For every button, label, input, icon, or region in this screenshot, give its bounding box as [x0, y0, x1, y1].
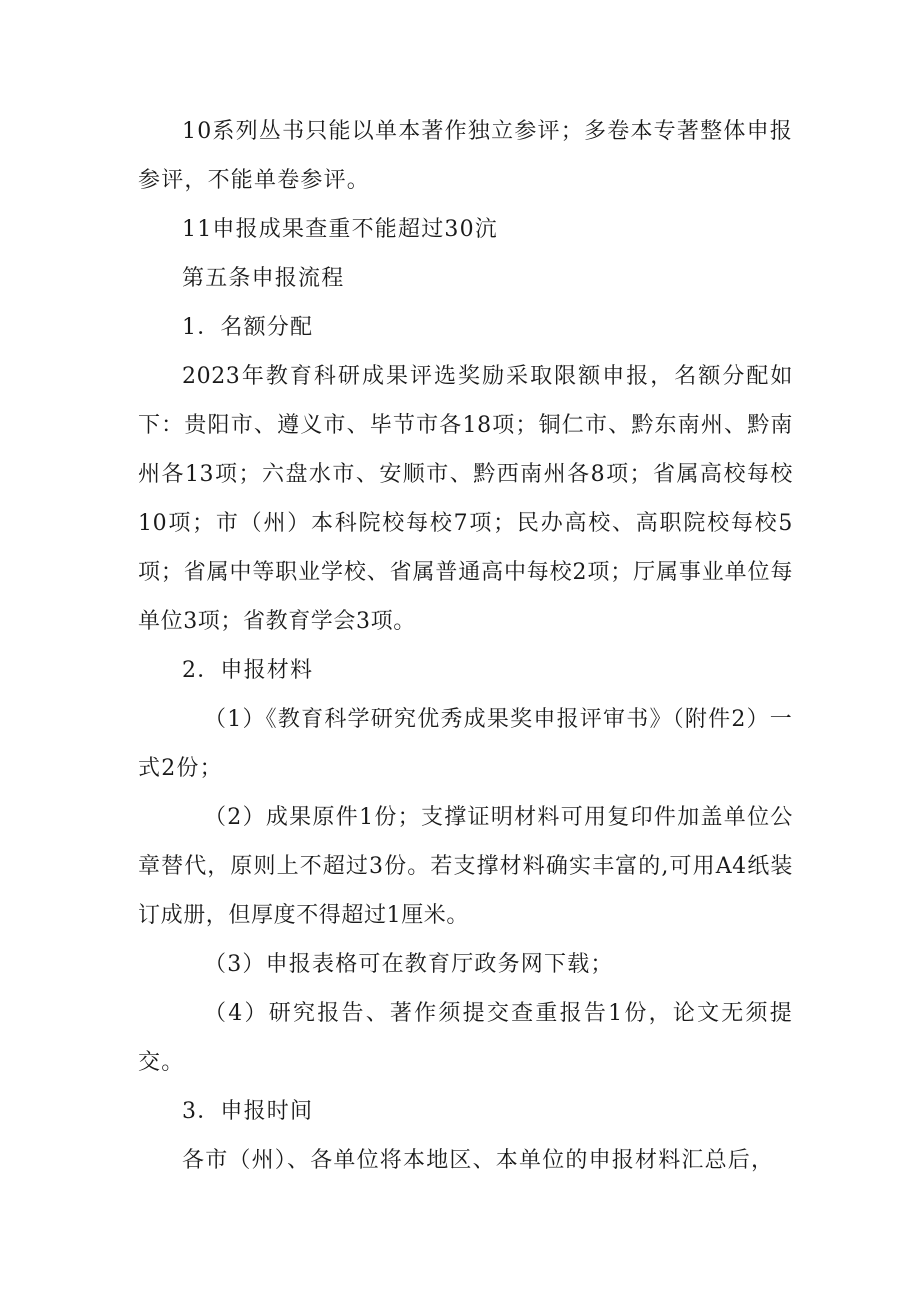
subheading-application-materials: 2．申报材料 [182, 658, 314, 683]
paragraph-series-books: 10系列丛书只能以单本著作独立参评；多卷本专著整体申报参评，不能单卷参评。 [138, 119, 793, 193]
section-heading-article-5: 第五条申报流程 [182, 266, 345, 291]
paragraph-duplicate-check: 11申报成果查重不能超过30沆 [182, 217, 498, 242]
subheading-quota-allocation: 1．名额分配 [182, 315, 314, 340]
paragraph-submission: 各市（州）、各单位将本地区、本单位的申报材料汇总后， [182, 1148, 775, 1173]
list-item-2-original-results: （2）成果原件1份；支撑证明材料可用复印件加盖单位公章替代，原则上不超过3份。若支撑材料确实丰富的,可用A4纸装订成册，但厚度不得超过1厘米。 [138, 805, 793, 928]
list-item-1-review-form: （1）《教育科学研究优秀成果奖申报评审书》（附件2）一式2份； [138, 707, 793, 781]
list-item-3-download-forms: （3）申报表格可在教育厅政务网下载； [204, 952, 614, 977]
list-item-4-duplicate-report: （4）研究报告、著作须提交查重报告1份，论文无须提交。 [138, 1001, 793, 1075]
paragraph-quota-details: 2023年教育科研成果评选奖励采取限额申报，名额分配如下：贵阳市、遵义市、毕节市各18项；铜仁市、黔东南州、黔南州各13项；六盘水市、安顺市、黔西南州各8项；省属高校每校10项；市（州）本科院校每校7项；民办高校、高职院校每校5项；省属中等职业学校、省属普通高中每校2项；厅属事业单位每单位3项；省教育学会3项。 [138, 364, 793, 634]
subheading-application-time: 3．申报时间 [182, 1099, 314, 1124]
